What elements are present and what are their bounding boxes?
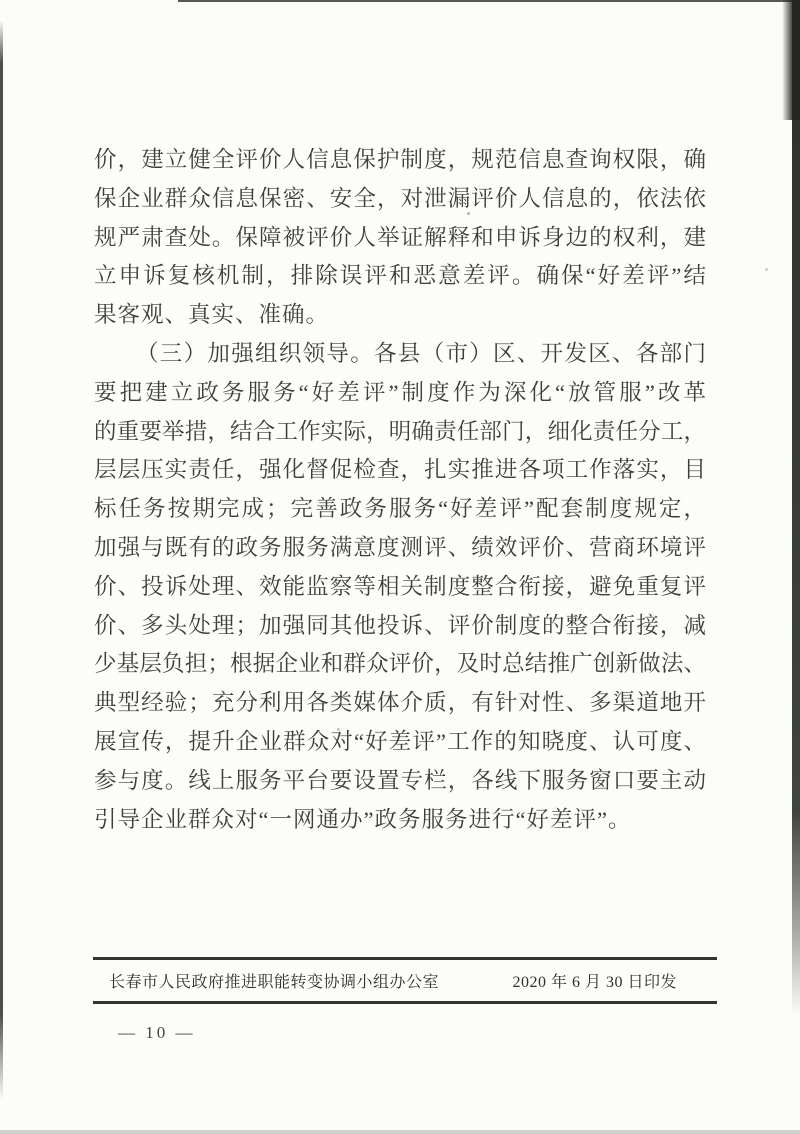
body-text-line: 规严肃查处。保障被评价人举证解释和申诉身边的权利，建 <box>94 224 706 250</box>
body-text-line: 价，建立健全评价人信息保护制度，规范信息查询权限，确 <box>94 147 706 172</box>
footer-rule-top <box>93 957 717 960</box>
body-text-line: 的重要举措，结合工作实际，明确责任部门，细化责任分工， <box>94 418 706 444</box>
body-text-line: 层层压实责任，强化督促检查，扎实推进各项工作落实，目 <box>94 457 706 483</box>
body-text-line: 引导企业群众对“一网通办”政务服务进行“好差评”。 <box>94 806 632 832</box>
body-text-line: 要把建立政务服务“好差评”制度作为深化“放管服”改革 <box>94 379 706 405</box>
footer-print-date: 2020 年 6 月 30 日印发 <box>512 973 677 991</box>
scan-edge-right <box>792 0 800 1015</box>
body-text-line: 展宣传，提升企业群众对“好差评”工作的知晓度、认可度、 <box>94 728 706 754</box>
scan-edge-left <box>0 20 3 1100</box>
body-text-line: 保企业群众信息保密、安全，对泄漏评价人信息的，依法依 <box>94 185 706 211</box>
body-text-line: 少基层负担；根据企业和群众评价，及时总结推广创新做法、 <box>94 651 706 677</box>
body-text-line: 加强与既有的政务服务满意度测评、绩效评价、营商环境评 <box>94 534 706 560</box>
footer-issuer: 长春市人民政府推进职能转变协调小组办公室 <box>109 973 440 991</box>
body-text-block <box>94 141 706 839</box>
body-text-line: 立申诉复核机制，排除误评和恶意差评。确保“好差评”结 <box>94 263 706 289</box>
body-text-line: 典型经验；充分利用各类媒体介质，有针对性、多渠道地开 <box>94 690 706 716</box>
body-text-line: 标任务按期完成；完善政务服务“好差评”配套制度规定， <box>94 496 706 522</box>
scan-edge-bottom <box>0 1130 800 1134</box>
body-text-line-section-heading: （三）加强组织领导。各县（市）区、开发区、各部门 <box>136 340 706 366</box>
scan-edge-right-corner <box>782 0 800 120</box>
footer-colophon <box>93 965 717 995</box>
body-text-line: 果客观、真实、准确。 <box>94 302 330 328</box>
scan-edge-top <box>178 0 800 2</box>
body-text-line: 参与度。线上服务平台要设置专栏，各线下服务窗口要主动 <box>94 767 706 793</box>
footer-rule-bottom <box>93 1001 717 1004</box>
page-number: — 10 — <box>118 1023 196 1042</box>
body-text-line: 价、投诉处理、效能监察等相关制度整合衔接，避免重复评 <box>94 573 706 599</box>
body-text-line: 价、多头处理；加强同其他投诉、评价制度的整合衔接，减 <box>94 612 706 638</box>
